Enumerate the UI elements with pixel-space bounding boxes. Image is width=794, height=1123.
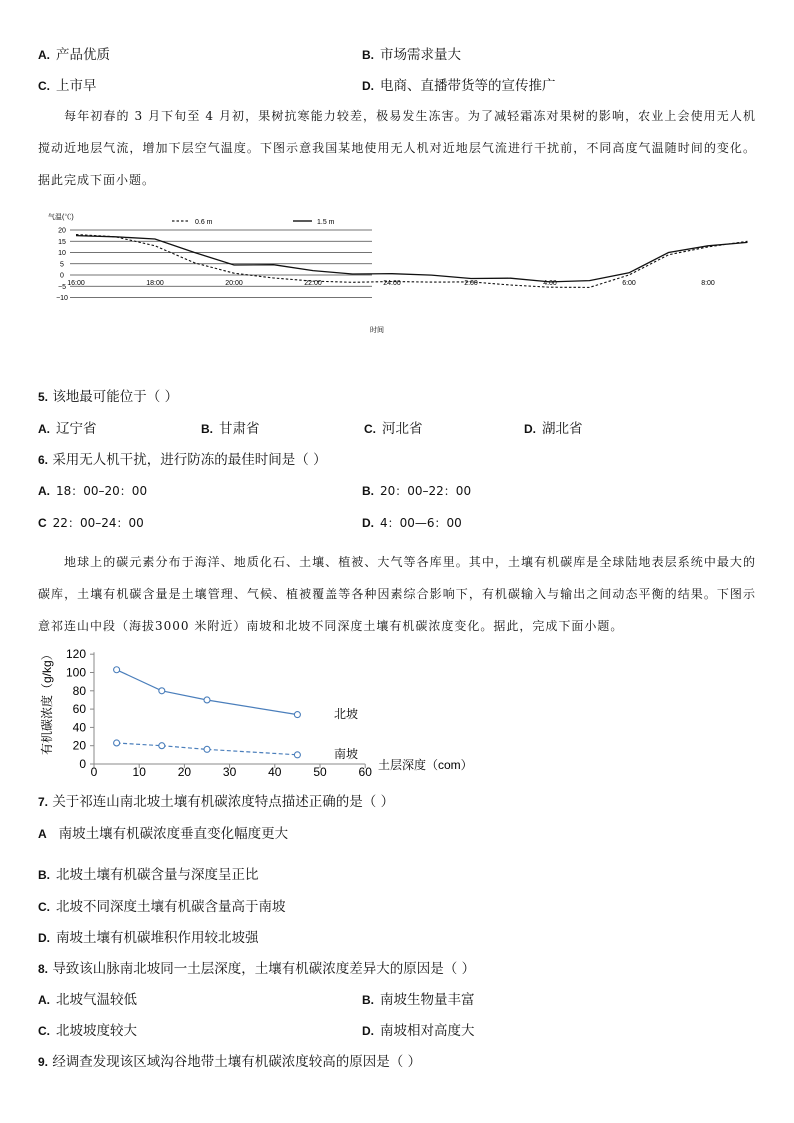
option-label: B. — [362, 484, 374, 498]
x-tick-label: 4:00 — [543, 280, 557, 287]
y-axis-label: 有机碳浓度（g/kg） — [40, 648, 54, 755]
q5-option-a[interactable] — [38, 420, 97, 438]
x-tick-label: 22:00 — [304, 280, 322, 287]
y-tick-labels — [56, 228, 68, 303]
question-5 — [38, 388, 178, 406]
x-tick-label: 10 — [132, 765, 146, 779]
q7-option-d[interactable] — [38, 929, 259, 947]
option-text: 北坡坡度较大 — [56, 1023, 137, 1039]
x-tick-label: 20:00 — [225, 280, 243, 287]
option-text: 北坡土壤有机碳含量与深度呈正比 — [56, 867, 259, 883]
passage-frost-text: 每年初春的 3 月下旬至 4 月初，果树抗寒能力较差，极易发生冻害。为了减轻霜冻对果树的影响，农业上会使用无人机搅动近地层气流，增加下层空气温度。下图示意我国某地使用无人机对近地层气流进行干扰前，不同高度气温随时间的变化。据此完成下面小题。 — [38, 109, 756, 187]
x-tick-label: 0 — [90, 765, 98, 779]
option-label: B. — [201, 422, 213, 436]
q6-option-d[interactable] — [362, 514, 462, 532]
question-7 — [38, 793, 394, 811]
option-label: C. — [38, 900, 50, 914]
y-tick-label: −10 — [56, 295, 68, 302]
option-label: D. — [524, 422, 536, 436]
data-point-south — [159, 743, 165, 749]
y-tick-label: 10 — [58, 250, 66, 257]
x-tick-labels — [91, 765, 373, 779]
x-tick-label: 16:00 — [67, 280, 85, 287]
q5-option-d[interactable] — [524, 420, 583, 438]
question-6 — [38, 451, 327, 469]
option-text: 湖北省 — [542, 421, 583, 437]
option-label: D. — [362, 516, 374, 530]
option-text: 上市早 — [56, 78, 97, 94]
data-point-north — [294, 712, 300, 718]
y-tick-label: 80 — [72, 683, 86, 698]
option-label: D. — [362, 79, 374, 93]
q4-option-b[interactable] — [362, 46, 461, 64]
y-axis-label: 气温(℃) — [48, 214, 74, 221]
option-label: A. — [38, 993, 50, 1007]
q7-option-c[interactable] — [38, 898, 286, 916]
q5-option-c[interactable] — [364, 420, 423, 438]
q5-option-b[interactable] — [201, 420, 260, 438]
series-lines — [114, 667, 301, 758]
option-label: C. — [364, 422, 376, 436]
option-label: B. — [362, 993, 374, 1007]
question-text: 关于祁连山南北坡土壤有机碳浓度特点描述正确的是（ ） — [52, 794, 395, 810]
x-tick-label: 50 — [313, 765, 327, 779]
x-axis-label: 土层深度（com） — [378, 758, 473, 772]
passage-frost — [38, 100, 756, 196]
option-text: 22：00–24：00 — [52, 516, 144, 530]
series-line-north — [117, 670, 298, 715]
option-label: D. — [362, 1024, 374, 1038]
option-label: A. — [38, 422, 50, 436]
option-label: C. — [38, 1024, 50, 1038]
option-label: A — [38, 827, 47, 841]
question-number: 8. — [38, 962, 49, 976]
passage-carbon — [38, 546, 756, 642]
question-text: 导致该山脉南北坡同一土层深度，土壤有机碳浓度差异大的原因是（ ） — [52, 961, 476, 977]
option-text: 甘肃省 — [219, 421, 260, 437]
y-tick-label: −5 — [58, 283, 66, 291]
y-tick-labels — [66, 647, 86, 771]
x-tick-label: 40 — [268, 765, 282, 779]
option-text: 河北省 — [382, 421, 423, 437]
x-tick-label: 20 — [177, 765, 192, 779]
q4-option-d[interactable] — [362, 77, 556, 95]
option-label: C. — [38, 79, 50, 93]
series-lines — [76, 235, 748, 288]
q7-option-b[interactable] — [38, 866, 259, 884]
data-point-south — [204, 746, 210, 752]
x-tick-label: 2:00 — [464, 280, 478, 287]
question-8 — [38, 960, 475, 978]
question-text: 该地最可能位于（ ） — [52, 389, 179, 405]
q4-option-c[interactable] — [38, 77, 97, 95]
x-tick-label: 6:00 — [622, 280, 636, 287]
y-tick-label: 5 — [60, 261, 64, 269]
series-line-0-6m — [76, 235, 748, 288]
legend-label-0-6m: 0.6 m — [195, 219, 213, 226]
y-tick-label: 0 — [79, 757, 86, 771]
x-tick-label: 30 — [222, 765, 237, 779]
option-text: 市场需求量大 — [380, 47, 461, 63]
y-tick-label: 20 — [58, 227, 66, 235]
q7-option-a[interactable] — [38, 825, 288, 843]
data-point-south — [294, 752, 300, 758]
passage-carbon-text: 地球上的碳元素分布于海洋、地质化石、土壤、植被、大气等各库里。其中，土壤有机碳库是全球陆地表层系统中最大的碳库，土壤有机碳含量是土壤管理、气候、植被覆盖等各种因素综合影响下，有机碳输入与输出之间动态平衡的结果。下图示意祁连山中段（海拔3000 米附近）南坡和北坡不同深度土壤有机碳浓度变化。据此，完成下面小题。 — [38, 555, 756, 633]
option-label: D. — [38, 931, 50, 945]
option-text: 产品优质 — [56, 47, 110, 63]
option-text: 南坡土壤有机碳堆积作用较北坡强 — [56, 930, 259, 946]
q4-option-a[interactable] — [38, 46, 110, 64]
x-tick-label: 8:00 — [701, 280, 715, 287]
temperature-chart — [40, 208, 715, 372]
question-number: 7. — [38, 795, 49, 809]
y-tick-label: 120 — [65, 647, 86, 662]
option-text: 北坡不同深度土壤有机碳含量高于南坡 — [56, 899, 286, 915]
question-text: 经调查发现该区域沟谷地带土壤有机碳浓度较高的原因是（ ） — [52, 1054, 422, 1070]
question-number: 9. — [38, 1055, 49, 1069]
legend-label-1-5m: 1.5 m — [317, 219, 335, 226]
q6-option-c[interactable] — [38, 514, 144, 532]
series-label-north: 北坡 — [334, 707, 359, 721]
option-label: A. — [38, 484, 50, 498]
chart-gridlines — [70, 230, 372, 298]
data-point-north — [159, 688, 165, 694]
question-number: 6. — [38, 453, 49, 467]
q8-option-d[interactable] — [362, 1022, 475, 1040]
q6-option-a[interactable] — [38, 482, 147, 500]
option-text: 南坡生物量丰富 — [380, 992, 475, 1008]
q6-option-b[interactable] — [362, 482, 471, 500]
q8-option-a[interactable] — [38, 991, 137, 1009]
y-tick-label: 15 — [58, 238, 66, 246]
y-tick-label: 100 — [65, 665, 86, 680]
y-tick-label: 0 — [60, 272, 64, 280]
data-point-north — [114, 667, 120, 673]
question-number: 5. — [38, 390, 49, 404]
option-text: 辽宁省 — [56, 421, 97, 437]
option-text: 20：00–22：00 — [380, 484, 472, 498]
option-text: 南坡相对高度大 — [380, 1023, 475, 1039]
x-tick-label: 60 — [358, 765, 372, 779]
y-tick-label: 40 — [72, 720, 86, 735]
soil-carbon-chart — [38, 645, 478, 777]
data-point-south — [114, 740, 120, 746]
option-label: A. — [38, 48, 50, 62]
option-text: 18：00–20：00 — [56, 484, 148, 498]
q8-option-c[interactable] — [38, 1022, 137, 1040]
x-tick-label: 24:00 — [383, 280, 401, 287]
option-text: 北坡气温较低 — [56, 992, 137, 1008]
option-text: 电商、直播带货等的宣传推广 — [380, 78, 556, 94]
question-9 — [38, 1053, 421, 1071]
q8-option-b[interactable] — [362, 991, 475, 1009]
option-label: B. — [38, 868, 50, 882]
option-text: 4：00—6：00 — [380, 516, 462, 530]
option-label: B. — [362, 48, 374, 62]
x-tick-label: 18:00 — [146, 280, 164, 287]
option-text: 南坡土壤有机碳浓度垂直变化幅度更大 — [58, 826, 289, 842]
series-label-south: 南坡 — [334, 747, 359, 761]
data-point-north — [204, 697, 210, 703]
option-label: C — [38, 516, 47, 530]
y-tick-label: 60 — [72, 702, 86, 717]
x-axis-label: 时间 — [370, 327, 384, 334]
question-text: 采用无人机干扰，进行防冻的最佳时间是（ ） — [52, 452, 327, 468]
y-tick-label: 20 — [72, 738, 86, 753]
